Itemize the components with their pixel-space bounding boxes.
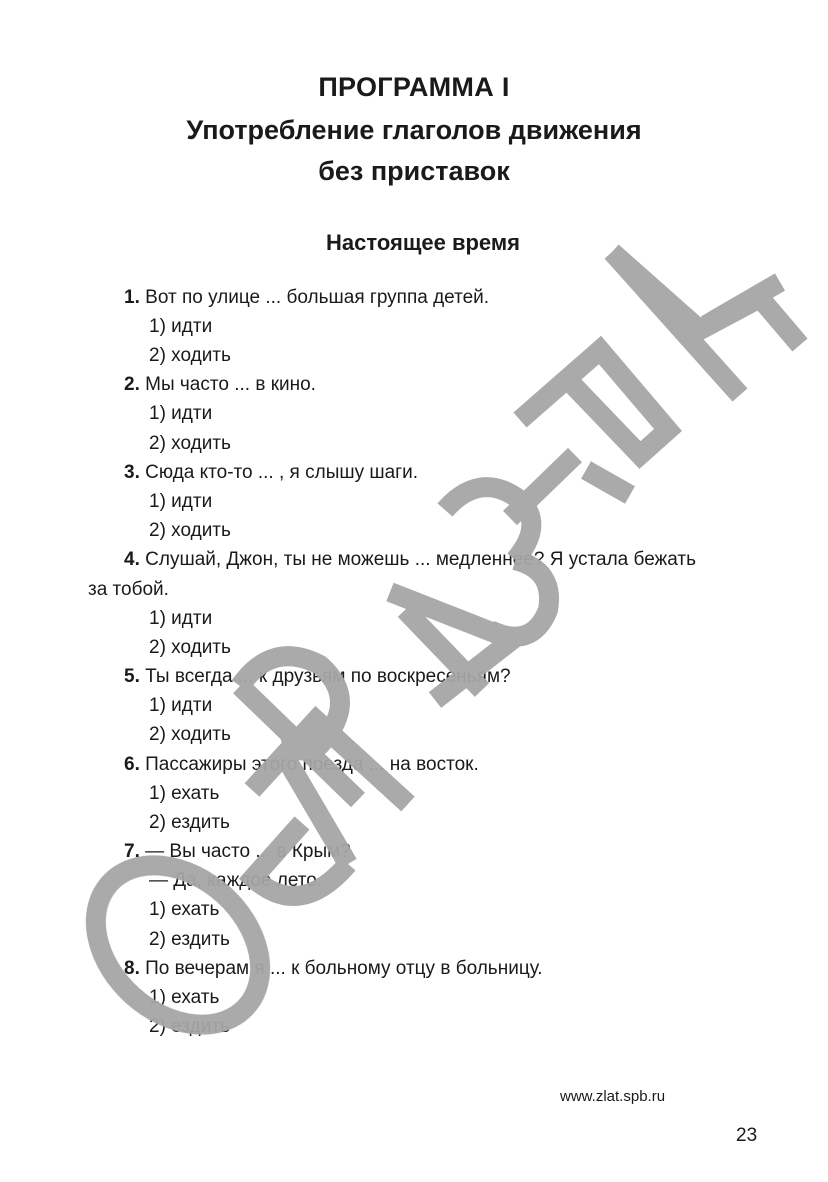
option: 1) идти: [149, 491, 213, 512]
question-text: Пассажиры этого поезда ... на восток.: [145, 754, 479, 775]
question-text: Вот по улице ... большая группа детей.: [145, 287, 490, 308]
question-2: [124, 373, 316, 397]
footer-url: www.zlat.spb.ru: [560, 1088, 666, 1105]
option: 2) ходить: [149, 433, 231, 454]
question-number: 5.: [124, 666, 140, 687]
question-number: 2.: [124, 374, 140, 395]
question-4-continuation: за тобой.: [88, 579, 169, 600]
option: 2) ездить: [149, 929, 230, 950]
question-4: [124, 548, 696, 572]
option: 1) идти: [149, 695, 213, 716]
question-5: [124, 665, 511, 689]
question-text: По вечерам я ... к больному отцу в больницу.: [145, 958, 543, 979]
watermark-letter-tse: [612, 252, 800, 395]
question-text: Слушай, Джон, ты не можешь ... медленнее? Я устала бежать: [145, 549, 697, 570]
option: 1) ехать: [149, 987, 220, 1008]
section-title: Настоящее время: [326, 230, 520, 255]
option: 1) ехать: [149, 899, 220, 920]
option: 1) идти: [149, 608, 213, 629]
question-3: [124, 461, 418, 485]
option: 1) идти: [149, 316, 213, 337]
option: 2) ездить: [149, 812, 230, 833]
question-8: [124, 957, 543, 981]
watermark-letter-ie: [510, 350, 668, 518]
option: 2) ходить: [149, 637, 231, 658]
question-number: 8.: [124, 958, 140, 979]
question-number: 3.: [124, 462, 140, 483]
option: 2) ходить: [149, 345, 231, 366]
option: 2) ездить: [149, 1016, 230, 1037]
question-6: [124, 753, 479, 777]
title-line-2: без приставок: [318, 156, 510, 186]
option: 2) ходить: [149, 520, 231, 541]
page-number: 23: [736, 1125, 758, 1146]
question-text: Ты всегда ... к друзьям по воскресеньям?: [145, 666, 511, 687]
question-number: 7.: [124, 841, 140, 862]
question-1: [124, 286, 489, 310]
option: 2) ходить: [149, 724, 231, 745]
question-7: [124, 840, 351, 864]
option: 1) ехать: [149, 783, 220, 804]
question-number: 1.: [124, 287, 140, 308]
program-heading: ПРОГРАММА I: [318, 72, 510, 102]
question-number: 4.: [124, 549, 140, 570]
question-text: Сюда кто-то ... , я слышу шаги.: [145, 462, 419, 483]
question-number: 6.: [124, 754, 140, 775]
question-text: Мы часто ... в кино.: [145, 374, 316, 395]
question-7-reply: — Да, каждое лето.: [149, 870, 323, 891]
question-text: — Вы часто ... в Крым?: [145, 841, 351, 862]
option: 1) идти: [149, 403, 213, 424]
title-line-1: Употребление глаголов движения: [186, 115, 642, 145]
